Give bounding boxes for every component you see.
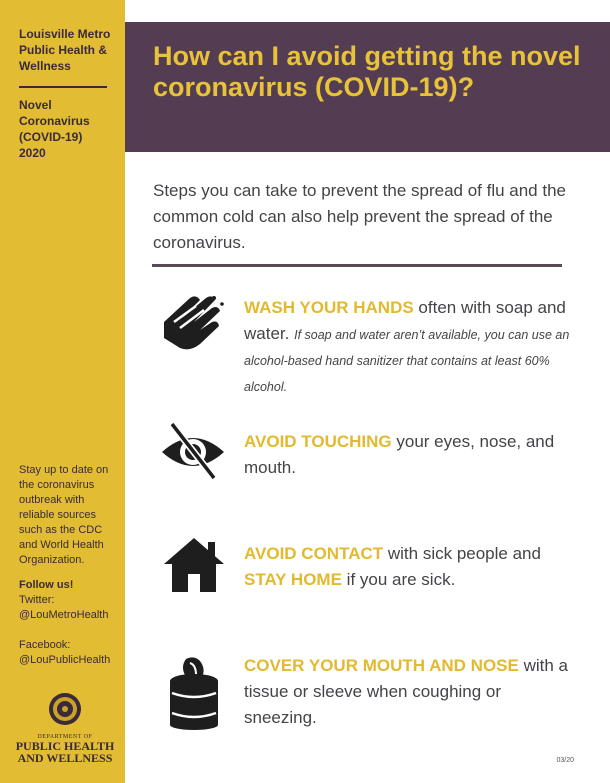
tip-wash-subtext: If soap and water aren’t available, you can use an alcohol-based hand sanitizer that contains at least 60% alcohol.	[244, 328, 570, 394]
intro-text: Steps you can take to prevent the spread of flu and the common cold can also help prevent the spread of the coronavirus.	[153, 181, 566, 252]
title-banner	[125, 22, 610, 152]
tip-contact-text: with sick people and	[383, 544, 541, 563]
logo-line1: PUBLIC HEALTH	[15, 739, 115, 753]
tip-avoid-touching	[244, 429, 574, 481]
crossed-eye-icon	[160, 420, 226, 480]
tip-wash-hands	[244, 295, 574, 399]
handwashing-icon	[160, 292, 230, 352]
tissue-box-icon	[166, 655, 222, 731]
tip-cover-text: with a tissue or sleeve when coughing or sneezing.	[244, 656, 568, 727]
tip-touch-text: your eyes, nose, and mouth.	[244, 432, 555, 477]
follow-label: Follow us!	[19, 579, 74, 591]
facebook-handle[interactable]: @LouPublicHealth	[19, 654, 111, 666]
tip-cover-highlight: COVER YOUR MOUTH AND NOSE	[244, 656, 519, 675]
house-icon	[162, 536, 226, 594]
tip-wash-highlight: WASH YOUR HANDS	[244, 298, 414, 317]
tip-contact-highlight: AVOID CONTACT	[244, 544, 384, 563]
tip-contact-highlight2: STAY HOME	[244, 570, 342, 589]
facebook-label: Facebook:	[19, 639, 71, 651]
intro-divider	[152, 264, 562, 267]
department-logo	[10, 692, 120, 764]
tip-contact-text2: if you are sick.	[341, 570, 456, 589]
logo-line2: AND WELLNESS	[17, 751, 113, 765]
logo-dept: DEPARTMENT OF	[37, 734, 93, 740]
date-code: 03/20	[556, 757, 574, 764]
topic-label: Novel Coronavirus (COVID-19) 2020	[19, 98, 90, 160]
twitter-label: Twitter:	[19, 594, 55, 606]
city-seal-icon	[48, 692, 82, 726]
tip-wash-text: often with soap and water.	[244, 298, 566, 343]
tip-cover-mouth	[244, 653, 574, 731]
page-title: How can I avoid getting the novel coronavirus (COVID-19)?	[153, 41, 581, 102]
social-links	[19, 578, 119, 668]
sidebar	[0, 0, 125, 783]
twitter-handle[interactable]: @LouMetroHealth	[19, 609, 109, 621]
sidebar-note: Stay up to date on the coronavirus outbreak with reliable sources such as the CDC and World Health Organization.	[19, 464, 109, 566]
organization-name: Louisville Metro Public Health & Wellness	[19, 27, 111, 73]
tip-avoid-contact	[244, 541, 574, 593]
sidebar-divider	[19, 86, 107, 88]
tip-touch-highlight: AVOID TOUCHING	[244, 432, 392, 451]
